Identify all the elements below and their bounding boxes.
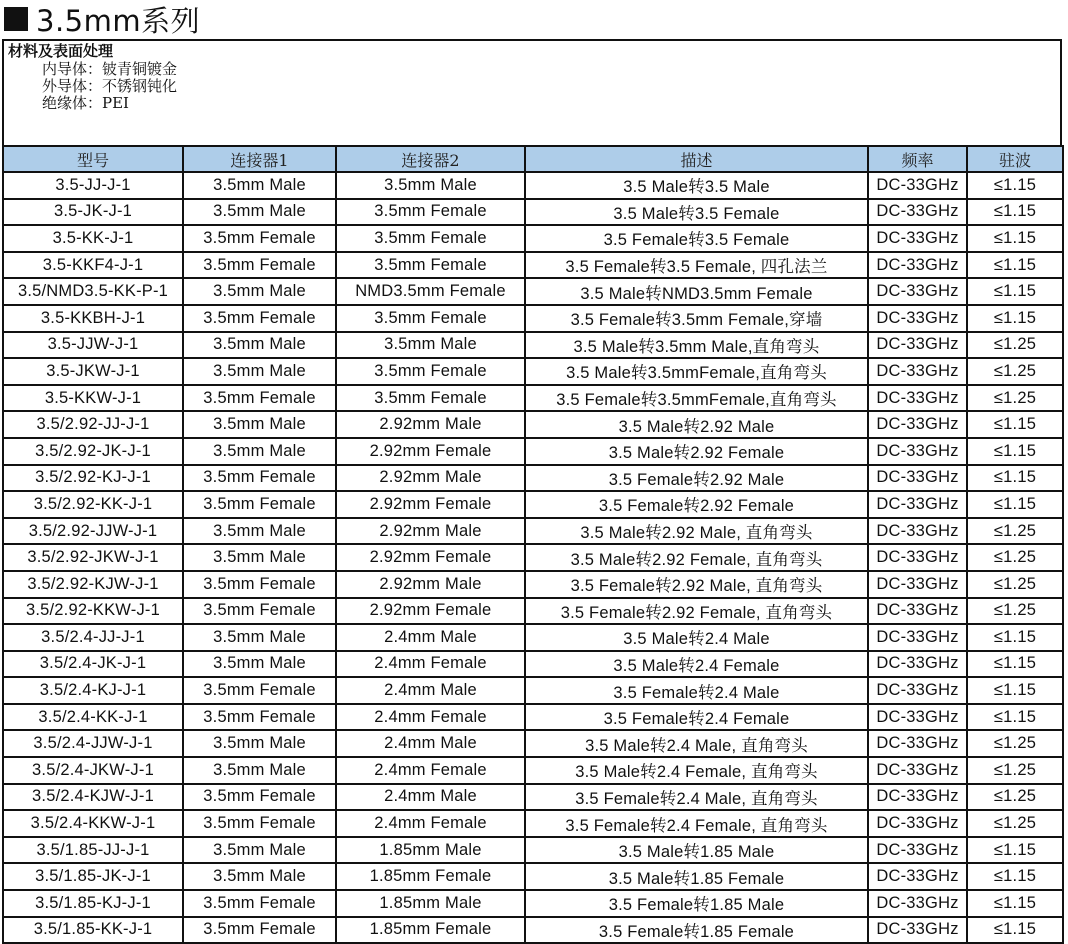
materials-line-inner-conductor: 内导体：铍青铜镀金 (42, 60, 178, 78)
cell-description: 3.5 Male转NMD3.5mm Female (525, 278, 868, 305)
page-title-bar (2, 2, 200, 36)
cell-frequency: DC-33GHz (868, 863, 967, 890)
cell-connector1: 3.5mm Male (183, 863, 336, 890)
cell-description: 3.5 Male转2.4 Male, 直角弯头 (525, 730, 868, 757)
cell-description: 3.5 Female转3.5 Female, 四孔法兰 (525, 252, 868, 279)
cell-connector2: 2.4mm Female (336, 810, 525, 837)
table-row (3, 704, 1063, 731)
cell-description: 3.5 Male转2.4 Female (525, 651, 868, 678)
cell-model: 3.5-KKBH-J-1 (3, 305, 183, 332)
cell-connector2: 2.4mm Male (336, 730, 525, 757)
cell-frequency: DC-33GHz (868, 784, 967, 811)
table-row (3, 651, 1063, 678)
header-row (3, 146, 1063, 172)
cell-frequency: DC-33GHz (868, 730, 967, 757)
spec-table-body (3, 172, 1063, 943)
cell-model: 3.5/2.4-KJ-J-1 (3, 677, 183, 704)
cell-connector2: 3.5mm Male (336, 172, 525, 199)
cell-vswr: ≤1.25 (967, 544, 1063, 571)
cell-vswr: ≤1.15 (967, 651, 1063, 678)
cell-vswr: ≤1.25 (967, 571, 1063, 598)
cell-vswr: ≤1.15 (967, 411, 1063, 438)
table-row (3, 332, 1063, 359)
cell-description: 3.5 Female转2.4 Female (525, 704, 868, 731)
cell-connector2: 2.92mm Female (336, 491, 525, 518)
cell-model: 3.5/2.4-KKW-J-1 (3, 810, 183, 837)
materials-line-insulator: 绝缘体：PEI (42, 94, 129, 112)
table-row (3, 305, 1063, 332)
cell-connector1: 3.5mm Male (183, 651, 336, 678)
cell-description: 3.5 Male转2.92 Female (525, 438, 868, 465)
cell-connector2: 2.4mm Male (336, 784, 525, 811)
table-row (3, 598, 1063, 625)
cell-frequency: DC-33GHz (868, 677, 967, 704)
title-square-icon (4, 7, 28, 31)
cell-vswr: ≤1.15 (967, 225, 1063, 252)
cell-model: 3.5-JJW-J-1 (3, 332, 183, 359)
cell-description: 3.5 Male转2.4 Female, 直角弯头 (525, 757, 868, 784)
header-description: 描述 (525, 146, 868, 172)
cell-model: 3.5/1.85-KK-J-1 (3, 917, 183, 944)
cell-connector1: 3.5mm Female (183, 571, 336, 598)
cell-frequency: DC-33GHz (868, 358, 967, 385)
cell-vswr: ≤1.15 (967, 704, 1063, 731)
cell-model: 3.5/1.85-KJ-J-1 (3, 890, 183, 917)
cell-vswr: ≤1.15 (967, 199, 1063, 226)
cell-vswr: ≤1.15 (967, 624, 1063, 651)
materials-section (2, 39, 1062, 145)
cell-connector1: 3.5mm Female (183, 784, 336, 811)
materials-line-outer-conductor: 外导体：不锈钢钝化 (42, 77, 178, 95)
table-row (3, 863, 1063, 890)
cell-model: 3.5/2.92-JKW-J-1 (3, 544, 183, 571)
cell-frequency: DC-33GHz (868, 757, 967, 784)
cell-description: 3.5 Female转2.4 Female, 直角弯头 (525, 810, 868, 837)
cell-connector2: 2.4mm Female (336, 757, 525, 784)
table-row (3, 518, 1063, 545)
cell-frequency: DC-33GHz (868, 837, 967, 864)
cell-description: 3.5 Male转1.85 Male (525, 837, 868, 864)
cell-frequency: DC-33GHz (868, 465, 967, 492)
cell-connector2: 2.92mm Female (336, 598, 525, 625)
cell-frequency: DC-33GHz (868, 544, 967, 571)
header-vswr: 驻波 (967, 146, 1063, 172)
cell-connector2: 1.85mm Female (336, 917, 525, 944)
cell-vswr: ≤1.15 (967, 677, 1063, 704)
cell-connector1: 3.5mm Female (183, 890, 336, 917)
cell-connector2: NMD3.5mm Female (336, 278, 525, 305)
materials-lines (42, 61, 177, 112)
cell-description: 3.5 Male转3.5mmFemale,直角弯头 (525, 358, 868, 385)
cell-description: 3.5 Male转2.92 Male, 直角弯头 (525, 518, 868, 545)
cell-connector1: 3.5mm Female (183, 305, 336, 332)
header-frequency: 频率 (868, 146, 967, 172)
cell-description: 3.5 Female转2.92 Female, 直角弯头 (525, 598, 868, 625)
cell-model: 3.5/2.4-JJ-J-1 (3, 624, 183, 651)
cell-connector1: 3.5mm Male (183, 358, 336, 385)
cell-connector2: 3.5mm Female (336, 199, 525, 226)
cell-connector2: 2.92mm Male (336, 411, 525, 438)
cell-description: 3.5 Male转3.5mm Male,直角弯头 (525, 332, 868, 359)
cell-connector2: 2.92mm Male (336, 518, 525, 545)
header-connector2: 连接器2 (336, 146, 525, 172)
cell-model: 3.5/2.4-KJW-J-1 (3, 784, 183, 811)
table-row (3, 544, 1063, 571)
cell-model: 3.5/2.92-JJ-J-1 (3, 411, 183, 438)
cell-connector1: 3.5mm Male (183, 518, 336, 545)
table-row (3, 917, 1063, 944)
header-model: 型号 (3, 146, 183, 172)
cell-connector2: 2.4mm Female (336, 651, 525, 678)
cell-frequency: DC-33GHz (868, 571, 967, 598)
table-row (3, 438, 1063, 465)
cell-connector1: 3.5mm Female (183, 704, 336, 731)
table-row (3, 890, 1063, 917)
cell-model: 3.5-JJ-J-1 (3, 172, 183, 199)
cell-description: 3.5 Male转2.4 Male (525, 624, 868, 651)
cell-frequency: DC-33GHz (868, 491, 967, 518)
cell-vswr: ≤1.25 (967, 730, 1063, 757)
cell-vswr: ≤1.15 (967, 837, 1063, 864)
cell-vswr: ≤1.15 (967, 278, 1063, 305)
cell-vswr: ≤1.25 (967, 810, 1063, 837)
cell-model: 3.5/2.92-KK-J-1 (3, 491, 183, 518)
cell-model: 3.5/2.4-JJW-J-1 (3, 730, 183, 757)
cell-vswr: ≤1.15 (967, 917, 1063, 944)
cell-connector1: 3.5mm Male (183, 172, 336, 199)
cell-description: 3.5 Female转3.5mm Female,穿墙 (525, 305, 868, 332)
cell-description: 3.5 Female转3.5mmFemale,直角弯头 (525, 385, 868, 412)
cell-frequency: DC-33GHz (868, 651, 967, 678)
cell-connector2: 2.92mm Female (336, 438, 525, 465)
cell-frequency: DC-33GHz (868, 278, 967, 305)
cell-connector1: 3.5mm Female (183, 810, 336, 837)
table-row (3, 252, 1063, 279)
cell-frequency: DC-33GHz (868, 411, 967, 438)
materials-heading: 材料及表面处理 (8, 42, 114, 60)
cell-connector2: 3.5mm Female (336, 225, 525, 252)
cell-model: 3.5-JK-J-1 (3, 199, 183, 226)
cell-connector2: 2.92mm Male (336, 465, 525, 492)
cell-frequency: DC-33GHz (868, 624, 967, 651)
table-row (3, 837, 1063, 864)
table-row (3, 624, 1063, 651)
cell-description: 3.5 Female转2.4 Male, 直角弯头 (525, 784, 868, 811)
table-row (3, 225, 1063, 252)
table-row (3, 172, 1063, 199)
cell-connector1: 3.5mm Female (183, 252, 336, 279)
cell-connector1: 3.5mm Female (183, 385, 336, 412)
cell-connector1: 3.5mm Female (183, 677, 336, 704)
cell-vswr: ≤1.15 (967, 863, 1063, 890)
cell-description: 3.5 Female转2.92 Male (525, 465, 868, 492)
cell-model: 3.5/NMD3.5-KK-P-1 (3, 278, 183, 305)
header-connector1: 连接器1 (183, 146, 336, 172)
cell-connector2: 1.85mm Male (336, 890, 525, 917)
cell-connector2: 2.92mm Female (336, 544, 525, 571)
cell-description: 3.5 Male转3.5 Male (525, 172, 868, 199)
cell-connector1: 3.5mm Female (183, 491, 336, 518)
cell-description: 3.5 Female转2.92 Male, 直角弯头 (525, 571, 868, 598)
cell-model: 3.5-JKW-J-1 (3, 358, 183, 385)
cell-description: 3.5 Female转1.85 Male (525, 890, 868, 917)
cell-vswr: ≤1.25 (967, 784, 1063, 811)
cell-description: 3.5 Female转3.5 Female (525, 225, 868, 252)
cell-model: 3.5/2.4-JK-J-1 (3, 651, 183, 678)
cell-connector2: 2.4mm Female (336, 704, 525, 731)
cell-vswr: ≤1.15 (967, 438, 1063, 465)
cell-frequency: DC-33GHz (868, 252, 967, 279)
cell-connector2: 1.85mm Female (336, 863, 525, 890)
cell-connector1: 3.5mm Male (183, 730, 336, 757)
cell-connector1: 3.5mm Male (183, 757, 336, 784)
cell-frequency: DC-33GHz (868, 917, 967, 944)
cell-frequency: DC-33GHz (868, 704, 967, 731)
table-row (3, 278, 1063, 305)
table-row (3, 784, 1063, 811)
cell-frequency: DC-33GHz (868, 225, 967, 252)
table-row (3, 757, 1063, 784)
page-title: 3.5mm系列 (36, 3, 201, 38)
cell-connector1: 3.5mm Male (183, 837, 336, 864)
cell-vswr: ≤1.25 (967, 598, 1063, 625)
cell-connector1: 3.5mm Male (183, 199, 336, 226)
cell-description: 3.5 Female转2.4 Male (525, 677, 868, 704)
cell-vswr: ≤1.15 (967, 305, 1063, 332)
cell-description: 3.5 Male转3.5 Female (525, 199, 868, 226)
cell-description: 3.5 Female转2.92 Female (525, 491, 868, 518)
cell-model: 3.5/1.85-JK-J-1 (3, 863, 183, 890)
cell-frequency: DC-33GHz (868, 518, 967, 545)
cell-model: 3.5/2.92-KKW-J-1 (3, 598, 183, 625)
cell-model: 3.5-KKF4-J-1 (3, 252, 183, 279)
cell-connector1: 3.5mm Male (183, 624, 336, 651)
table-row (3, 571, 1063, 598)
cell-model: 3.5/2.92-KJ-J-1 (3, 465, 183, 492)
cell-model: 3.5/1.85-JJ-J-1 (3, 837, 183, 864)
table-row (3, 730, 1063, 757)
cell-connector1: 3.5mm Female (183, 598, 336, 625)
cell-vswr: ≤1.25 (967, 358, 1063, 385)
cell-frequency: DC-33GHz (868, 385, 967, 412)
cell-model: 3.5/2.4-KK-J-1 (3, 704, 183, 731)
spec-table-header (3, 146, 1063, 172)
cell-description: 3.5 Female转1.85 Female (525, 917, 868, 944)
cell-description: 3.5 Male转2.92 Male (525, 411, 868, 438)
cell-vswr: ≤1.25 (967, 332, 1063, 359)
table-row (3, 465, 1063, 492)
cell-vswr: ≤1.15 (967, 890, 1063, 917)
table-row (3, 411, 1063, 438)
cell-model: 3.5-KKW-J-1 (3, 385, 183, 412)
cell-vswr: ≤1.25 (967, 518, 1063, 545)
cell-connector2: 2.92mm Male (336, 571, 525, 598)
cell-connector1: 3.5mm Female (183, 225, 336, 252)
cell-connector2: 1.85mm Male (336, 837, 525, 864)
cell-connector1: 3.5mm Female (183, 465, 336, 492)
cell-vswr: ≤1.25 (967, 757, 1063, 784)
cell-model: 3.5/2.4-JKW-J-1 (3, 757, 183, 784)
cell-connector2: 3.5mm Male (336, 332, 525, 359)
cell-frequency: DC-33GHz (868, 172, 967, 199)
cell-connector1: 3.5mm Female (183, 917, 336, 944)
cell-model: 3.5-KK-J-1 (3, 225, 183, 252)
cell-description: 3.5 Male转2.92 Female, 直角弯头 (525, 544, 868, 571)
cell-model: 3.5/2.92-KJW-J-1 (3, 571, 183, 598)
cell-connector1: 3.5mm Male (183, 278, 336, 305)
cell-connector2: 2.4mm Male (336, 624, 525, 651)
cell-vswr: ≤1.25 (967, 385, 1063, 412)
cell-connector2: 3.5mm Female (336, 305, 525, 332)
table-row (3, 677, 1063, 704)
cell-connector1: 3.5mm Male (183, 411, 336, 438)
cell-description: 3.5 Male转1.85 Female (525, 863, 868, 890)
cell-vswr: ≤1.15 (967, 172, 1063, 199)
table-row (3, 491, 1063, 518)
cell-vswr: ≤1.15 (967, 491, 1063, 518)
cell-frequency: DC-33GHz (868, 810, 967, 837)
cell-frequency: DC-33GHz (868, 598, 967, 625)
cell-model: 3.5/2.92-JJW-J-1 (3, 518, 183, 545)
table-row (3, 199, 1063, 226)
cell-connector2: 3.5mm Female (336, 358, 525, 385)
cell-connector2: 2.4mm Male (336, 677, 525, 704)
cell-connector1: 3.5mm Male (183, 438, 336, 465)
table-row (3, 385, 1063, 412)
cell-frequency: DC-33GHz (868, 890, 967, 917)
cell-frequency: DC-33GHz (868, 438, 967, 465)
cell-connector1: 3.5mm Male (183, 544, 336, 571)
spec-table (2, 145, 1064, 944)
cell-model: 3.5/2.92-JK-J-1 (3, 438, 183, 465)
cell-frequency: DC-33GHz (868, 199, 967, 226)
cell-frequency: DC-33GHz (868, 305, 967, 332)
cell-connector2: 3.5mm Female (336, 385, 525, 412)
cell-connector1: 3.5mm Male (183, 332, 336, 359)
cell-frequency: DC-33GHz (868, 332, 967, 359)
table-row (3, 810, 1063, 837)
cell-vswr: ≤1.15 (967, 252, 1063, 279)
cell-connector2: 3.5mm Female (336, 252, 525, 279)
cell-vswr: ≤1.15 (967, 465, 1063, 492)
table-row (3, 358, 1063, 385)
